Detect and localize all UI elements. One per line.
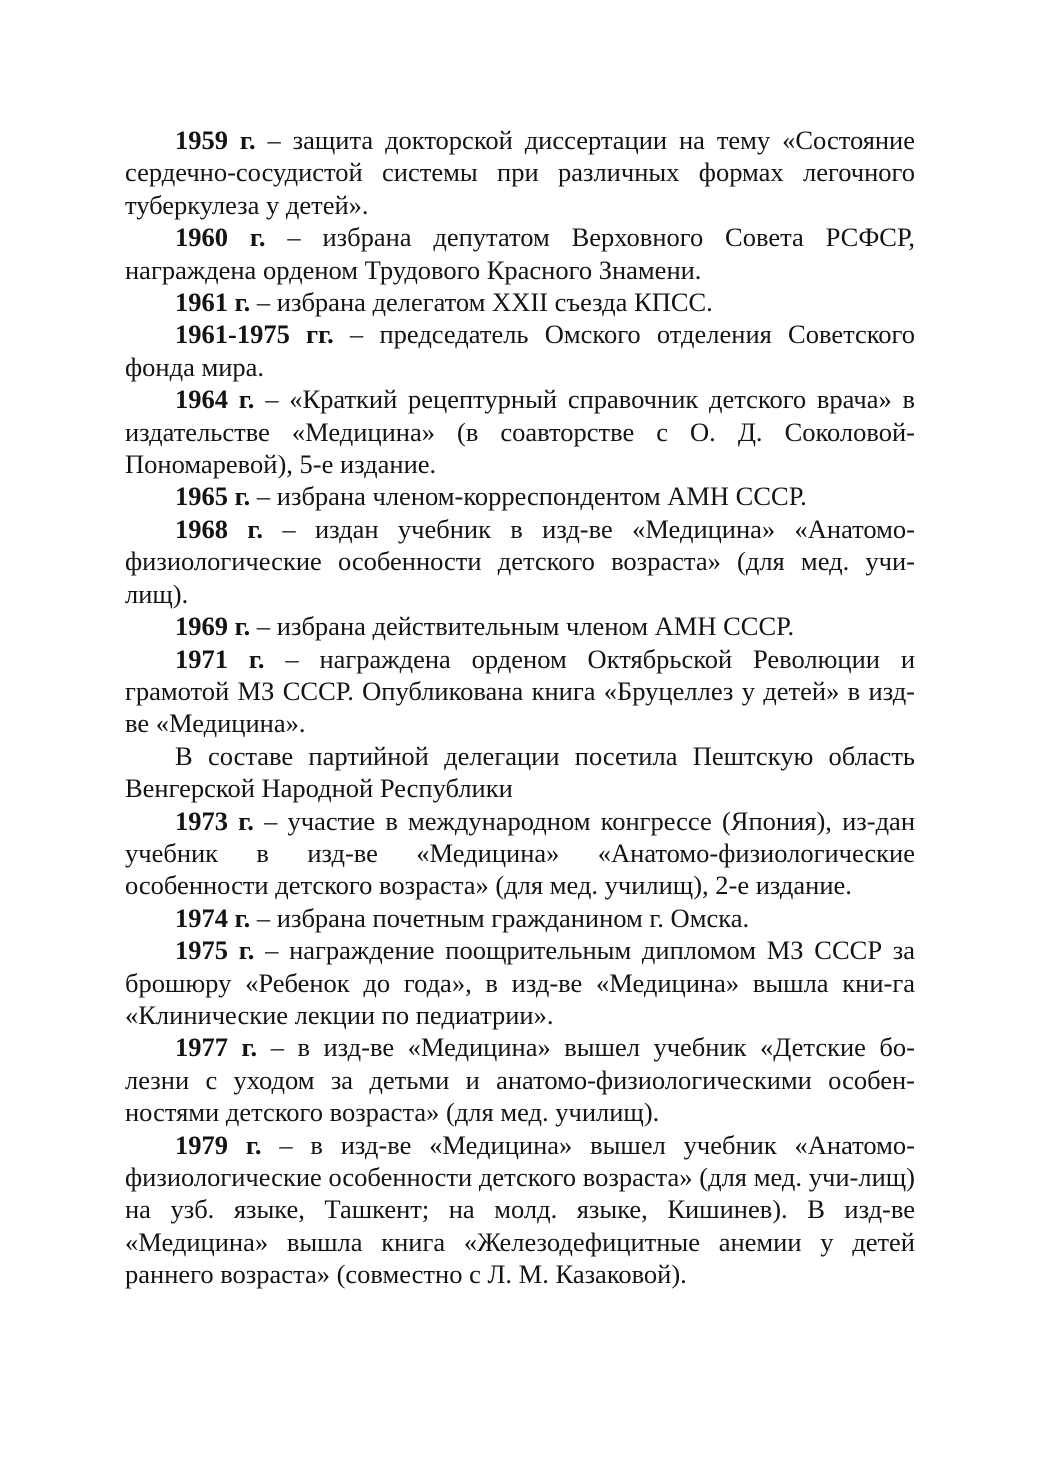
entry-text: – награждена орденом Октябрьской Революции и грамотой МЗ СССР. Опубликована книга «Бруцеллез у детей» в изд-ве «Медицина». [125, 643, 915, 739]
entry-1974 [125, 902, 915, 934]
entry-year: 1961-1975 гг. [175, 319, 334, 350]
entry-text: В составе партийной делегации посетила Пештскую область Венгерской Народной Республики [125, 740, 915, 804]
entry-text: – избрана делегатом XXII съезда КПСС. [250, 287, 713, 318]
entry-1969 [125, 610, 915, 642]
entry-1961 [125, 286, 915, 318]
entry-1961-1975 [125, 318, 915, 383]
document-page [125, 124, 915, 1291]
entry-year: 1959 г. [175, 125, 256, 155]
entry-text: – избрана депутатом Верховного Совета РСФСР, награждена орденом Трудового Красного Знамени. [125, 222, 915, 285]
entry-year: 1965 г. [175, 481, 251, 512]
entry-text: – издан учебник в изд-ве «Медицина» «Анатомо-физиологические особенности детского возраста» (для мед. учи-лищ). [125, 513, 915, 609]
entry-text: – «Краткий рецептурный справочник детского врача» в издательстве «Медицина» (в соавторстве с О. Д. Соколовой-Пономаревой), 5-е издание. [125, 384, 915, 480]
entry-text: – избрана членом-корреспондентом АМН СССР. [250, 481, 807, 512]
entry-1973 [125, 805, 915, 902]
entry-year: 1974 г. [175, 902, 251, 933]
entry-1977 [125, 1031, 915, 1128]
entry-text: – избрана действительным членом АМН СССР. [250, 611, 795, 642]
entry-year: 1968 г. [175, 513, 264, 544]
entry-text: – награждение поощрительным дипломом МЗ СССР за брошюру «Ребенок до года», в изд-ве «Медицина» вышла кни-га «Клинические лекции по педиатрии». [125, 935, 915, 1030]
entry-year: 1973 г. [175, 805, 254, 836]
entry-year: 1969 г. [175, 611, 251, 642]
entry-1971 [125, 643, 915, 740]
entry-year: 1960 г. [175, 222, 266, 253]
entry-year: 1961 г. [175, 287, 251, 318]
entry-year: 1977 г. [175, 1032, 258, 1063]
entry-text: – председатель Омского отделения Советского фонда мира. [125, 319, 915, 382]
entry-year: 1971 г. [175, 643, 265, 674]
entry-1959 [125, 124, 915, 221]
entry-1979 [125, 1129, 915, 1291]
entry-1968 [125, 513, 915, 610]
entry-delegation [125, 740, 915, 805]
entry-1975 [125, 934, 915, 1031]
entry-year: 1979 г. [175, 1129, 262, 1160]
entry-text: – участие в международном конгрессе (Япония), из-дан учебник в изд-ве «Медицина» «Анатомо-физиологические особенности детского возраста» (для мед. училищ), 2-е издание. [125, 805, 915, 901]
entry-1965 [125, 480, 915, 512]
entry-year: 1975 г. [175, 935, 255, 966]
entry-text: – в изд-ве «Медицина» вышел учебник «Детские бо-лезни с уходом за детьми и анатомо-физиологическими особен-ностями детского возраста» (для мед. училищ). [125, 1032, 915, 1128]
entry-text: – защита докторской диссертации на тему «Состояние сердечно-сосудистой системы при различных формах легочного туберкулеза у детей». [125, 125, 916, 220]
entry-year: 1964 г. [175, 384, 255, 415]
entry-1964 [125, 383, 915, 480]
entry-text: – избрана почетным гражданином г. Омска. [250, 902, 750, 933]
entry-1960 [125, 221, 915, 286]
entry-text: – в изд-ве «Медицина» вышел учебник «Анатомо-физиологические особенности детского возраста» (для мед. учи-лищ) на узб. языке, Ташкент; на молд. языке, Кишинев). В изд-ве «Медицина» вышла книга «Железодефицитные анемии у детей раннего возраста» (совместно с Л. М. Казаковой). [125, 1129, 915, 1290]
